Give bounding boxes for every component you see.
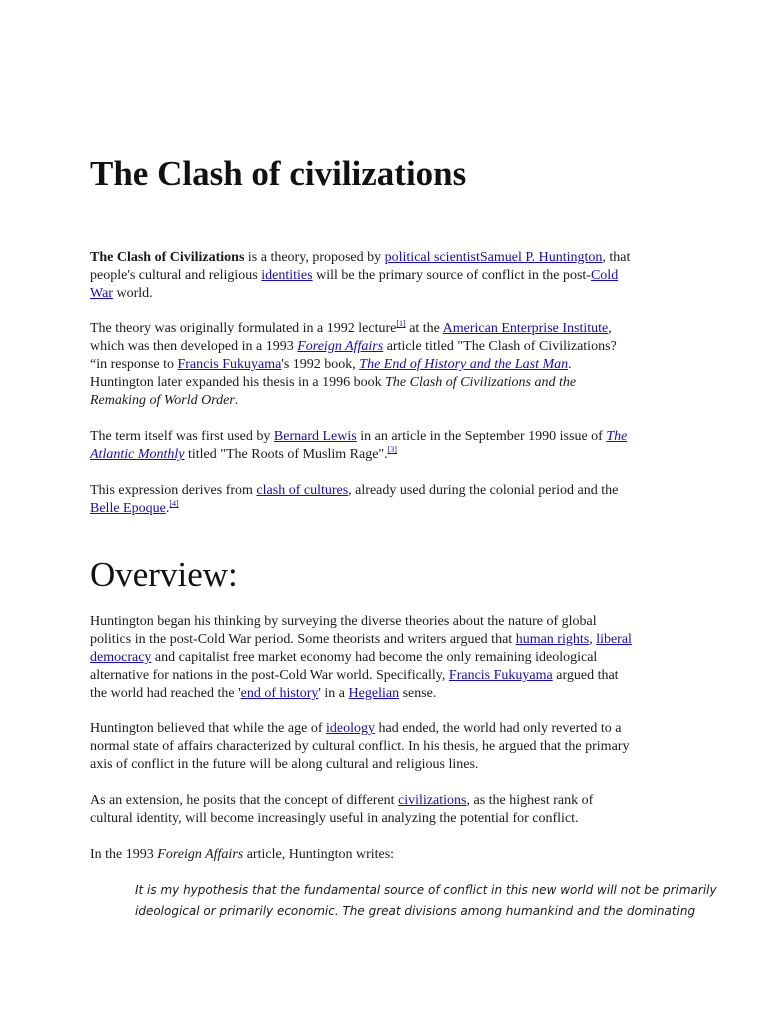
overview-paragraph-3: As an extension, he posits that the concept of different civilizations, as the highest rank of cultural identity, will become increasingly useful in analyzing the potential for conflict. xyxy=(90,793,594,826)
link-bernard-lewis[interactable]: Bernard Lewis xyxy=(273,429,357,444)
link-cold-war-2[interactable]: War xyxy=(90,286,113,301)
reference-link-3[interactable]: [3] xyxy=(387,445,397,454)
term-paragraph: The term itself was first used by Bernard Lewis in an article in the September 1990 issue of The Atlantic Monthly titled "The Roots of Muslim Rage".[3] xyxy=(90,429,628,462)
link-foreign-affairs[interactable]: Foreign Affairs xyxy=(297,339,384,354)
book-title: The Clash of Civilizations and the xyxy=(385,375,577,390)
link-human-rights[interactable]: human rights xyxy=(515,632,590,647)
journal-title: Foreign Affairs xyxy=(157,847,244,862)
link-identities[interactable]: identities xyxy=(261,268,313,283)
overview-paragraph-1: Huntington began his thinking by surveying the diverse theories about the nature of global politics in the post-Cold War period. Some theorists and writers argued that human rights, liberal democracy and capitalist free market economy had become the only remaining ideological alternative for nations in the post-Cold War world. Specifically, Francis Fukuyama argued that the world had reached the 'end of history' in a Hegelian sense. xyxy=(90,614,632,701)
link-hegelian[interactable]: Hegelian xyxy=(348,686,400,701)
link-belle-epoque[interactable]: Belle Epoque xyxy=(90,501,166,516)
book-title-cont: Remaking of World Order xyxy=(90,393,235,408)
reference-link-4[interactable]: [4] xyxy=(169,499,179,508)
overview-heading: Overview: xyxy=(90,555,238,594)
overview-paragraph-2: Huntington believed that while the age of ideology had ended, the world had only reverted to a normal state of affairs characterized by cultural conflict. In his thesis, he argued that the primary axis of conflict in the future will be along cultural and religious lines. xyxy=(90,721,630,772)
link-the-atlantic[interactable]: The xyxy=(606,429,628,444)
link-francis-fukuyama-2[interactable]: Francis Fukuyama xyxy=(448,668,553,683)
link-liberal-democracy-2[interactable]: democracy xyxy=(90,650,152,665)
expression-paragraph: This expression derives from clash of cultures, already used during the colonial period and the Belle Epoque.[4] xyxy=(90,483,619,516)
link-end-of-history[interactable]: end of history xyxy=(240,686,319,701)
link-american-enterprise-institute[interactable]: American Enterprise Institute xyxy=(442,321,609,336)
overview-paragraph-4: In the 1993 Foreign Affairs article, Huntington writes: xyxy=(90,847,395,862)
link-civilizations[interactable]: civilizations xyxy=(398,793,467,808)
link-cold-war[interactable]: Cold xyxy=(590,268,619,283)
huntington-quote: It is my hypothesis that the fundamental source of conflict in this new world will not be primarily ideological or primarily economic. The great divisions among humankind and the dominating xyxy=(135,883,717,918)
intro-paragraph: The Clash of Civilizations is a theory, proposed by political scientistSamuel P. Huntington, that people's cultural and religious identities will be the primary source of conflict in the post-Cold War world. xyxy=(90,250,631,301)
reference-link-1[interactable]: [1] xyxy=(396,319,406,328)
bold-term: The Clash of Civilizations xyxy=(90,250,245,265)
link-atlantic-monthly[interactable]: Atlantic Monthly xyxy=(90,447,185,462)
link-end-of-history-book[interactable]: The End of History and the Last Man xyxy=(359,357,569,372)
page-title: The Clash of civilizations xyxy=(90,154,467,193)
origin-paragraph: The theory was originally formulated in a 1992 lecture[1] at the American Enterprise Institute, which was then developed in a 1993 Foreign Affairs article titled "The Clash of Civilizations? “in response to Francis Fukuyama's 1992 book, The End of History and the Last Man. Huntington later expanded his thesis in a 1996 book The Clash of Civilizations and the Remaking of World Order. xyxy=(90,319,617,408)
link-clash-of-cultures[interactable]: clash of cultures xyxy=(256,483,349,498)
link-liberal-democracy[interactable]: liberal xyxy=(596,632,632,647)
link-ideology[interactable]: ideology xyxy=(326,721,375,736)
link-francis-fukuyama[interactable]: Francis Fukuyama xyxy=(177,357,282,372)
link-political-scientist[interactable]: political scientistSamuel P. Huntington xyxy=(384,250,603,265)
